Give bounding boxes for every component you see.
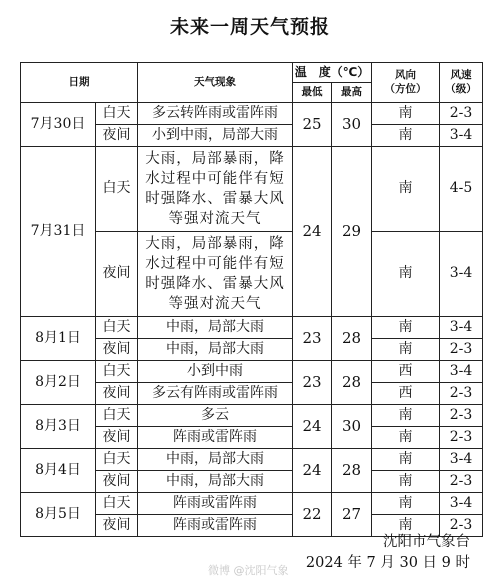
period-label: 白天 [96,405,138,427]
weather-cell: 大雨，局部暴雨，降水过程中可能伴有短时强降水、雷暴大风等强对流天气 [138,147,293,232]
wind-direction: 南 [372,405,440,427]
wind-direction: 南 [372,471,440,493]
temp-high: 28 [332,317,372,361]
weather-cell: 中雨，局部大雨 [138,449,293,471]
header-wind-speed [440,63,483,103]
weather-cell: 阵雨或雷阵雨 [138,515,293,537]
wind-speed: 3-4 [440,361,483,383]
table-row [21,103,483,125]
weather-cell: 大雨，局部暴雨，降水过程中可能伴有短时强降水、雷暴大风等强对流天气 [138,232,293,317]
date-cell: 7月31日 [21,147,96,317]
weather-cell: 阵雨或雷阵雨 [138,493,293,515]
wind-speed: 2-3 [440,405,483,427]
weather-cell: 中雨，局部大雨 [138,339,293,361]
temp-low: 23 [293,361,332,405]
table-row [21,449,483,471]
temp-low: 24 [293,405,332,449]
wind-speed: 2-3 [440,471,483,493]
wind-direction: 南 [372,147,440,232]
weather-cell: 中雨，局部大雨 [138,317,293,339]
weather-cell: 多云有阵雨或雷阵雨 [138,383,293,405]
weather-cell: 阵雨或雷阵雨 [138,427,293,449]
date-cell: 8月2日 [21,361,96,405]
header-low: 最低 [293,83,332,103]
date-cell: 8月1日 [21,317,96,361]
temp-high: 29 [332,147,372,317]
temp-high: 28 [332,361,372,405]
period-label: 白天 [96,147,138,232]
date-cell: 8月5日 [21,493,96,537]
wind-direction: 南 [372,427,440,449]
wind-direction: 南 [372,449,440,471]
issuer: 沈阳市气象台 [383,534,470,550]
period-label: 白天 [96,103,138,125]
temp-high: 30 [332,103,372,147]
header-phenomenon: 天气现象 [138,63,293,103]
wind-speed: 2-3 [440,515,483,537]
table-row [21,147,483,232]
wind-speed: 2-3 [440,103,483,125]
temp-high: 27 [332,493,372,537]
date-cell: 8月4日 [21,449,96,493]
wind-speed: 2-3 [440,339,483,361]
table-header-row [21,63,483,83]
temp-low: 24 [293,147,332,317]
wind-speed: 4-5 [440,147,483,232]
wind-direction: 南 [372,493,440,515]
weather-cell: 小到中雨，局部大雨 [138,125,293,147]
period-label: 白天 [96,493,138,515]
page-title: 未来一周天气预报 [169,16,330,38]
wind-direction: 南 [372,339,440,361]
wind-direction: 西 [372,361,440,383]
wind-direction: 南 [372,515,440,537]
period-label: 夜间 [96,232,138,317]
table-row [21,493,483,515]
table-row [21,317,483,339]
period-label: 夜间 [96,339,138,361]
header-wind-direction [372,63,440,103]
period-label: 夜间 [96,383,138,405]
wind-direction: 南 [372,125,440,147]
date-cell: 8月3日 [21,405,96,449]
period-label: 夜间 [96,515,138,537]
period-label: 夜间 [96,427,138,449]
header-wind-speed-label: 风速 [450,69,472,82]
header-temperature: 温 度（℃） [293,63,372,83]
wind-speed: 3-4 [440,493,483,515]
wind-speed: 3-4 [440,125,483,147]
temp-low: 25 [293,103,332,147]
wind-speed: 3-4 [440,317,483,339]
temp-high: 30 [332,405,372,449]
issue-timestamp: 2024 年 7 月 30 日 9 时 [305,555,470,571]
period-label: 白天 [96,361,138,383]
wind-speed: 3-4 [440,449,483,471]
table-row [21,405,483,427]
wind-speed: 2-3 [440,427,483,449]
period-label: 夜间 [96,125,138,147]
watermark: 微博 @沈阳气象 [208,564,289,577]
wind-direction: 南 [372,317,440,339]
wind-direction: 西 [372,383,440,405]
header-date: 日期 [21,63,138,103]
header-high: 最高 [332,83,372,103]
temp-high: 28 [332,449,372,493]
date-cell: 7月30日 [21,103,96,147]
temp-low: 23 [293,317,332,361]
weather-cell: 小到中雨 [138,361,293,383]
period-label: 夜间 [96,471,138,493]
wind-direction: 南 [372,232,440,317]
header-wind-direction-label: 风向 [395,69,417,82]
temp-low: 24 [293,449,332,493]
weather-cell: 多云 [138,405,293,427]
temp-low: 22 [293,493,332,537]
wind-speed: 2-3 [440,383,483,405]
period-label: 白天 [96,317,138,339]
wind-speed: 3-4 [440,232,483,317]
weather-cell: 多云转阵雨或雷阵雨 [138,103,293,125]
header-wind-speed-sub: （级） [445,82,477,95]
header-wind-direction-sub: （方位） [384,82,427,95]
weather-cell: 中雨，局部大雨 [138,471,293,493]
wind-direction: 南 [372,103,440,125]
forecast-table [20,62,483,537]
table-row [21,361,483,383]
period-label: 白天 [96,449,138,471]
